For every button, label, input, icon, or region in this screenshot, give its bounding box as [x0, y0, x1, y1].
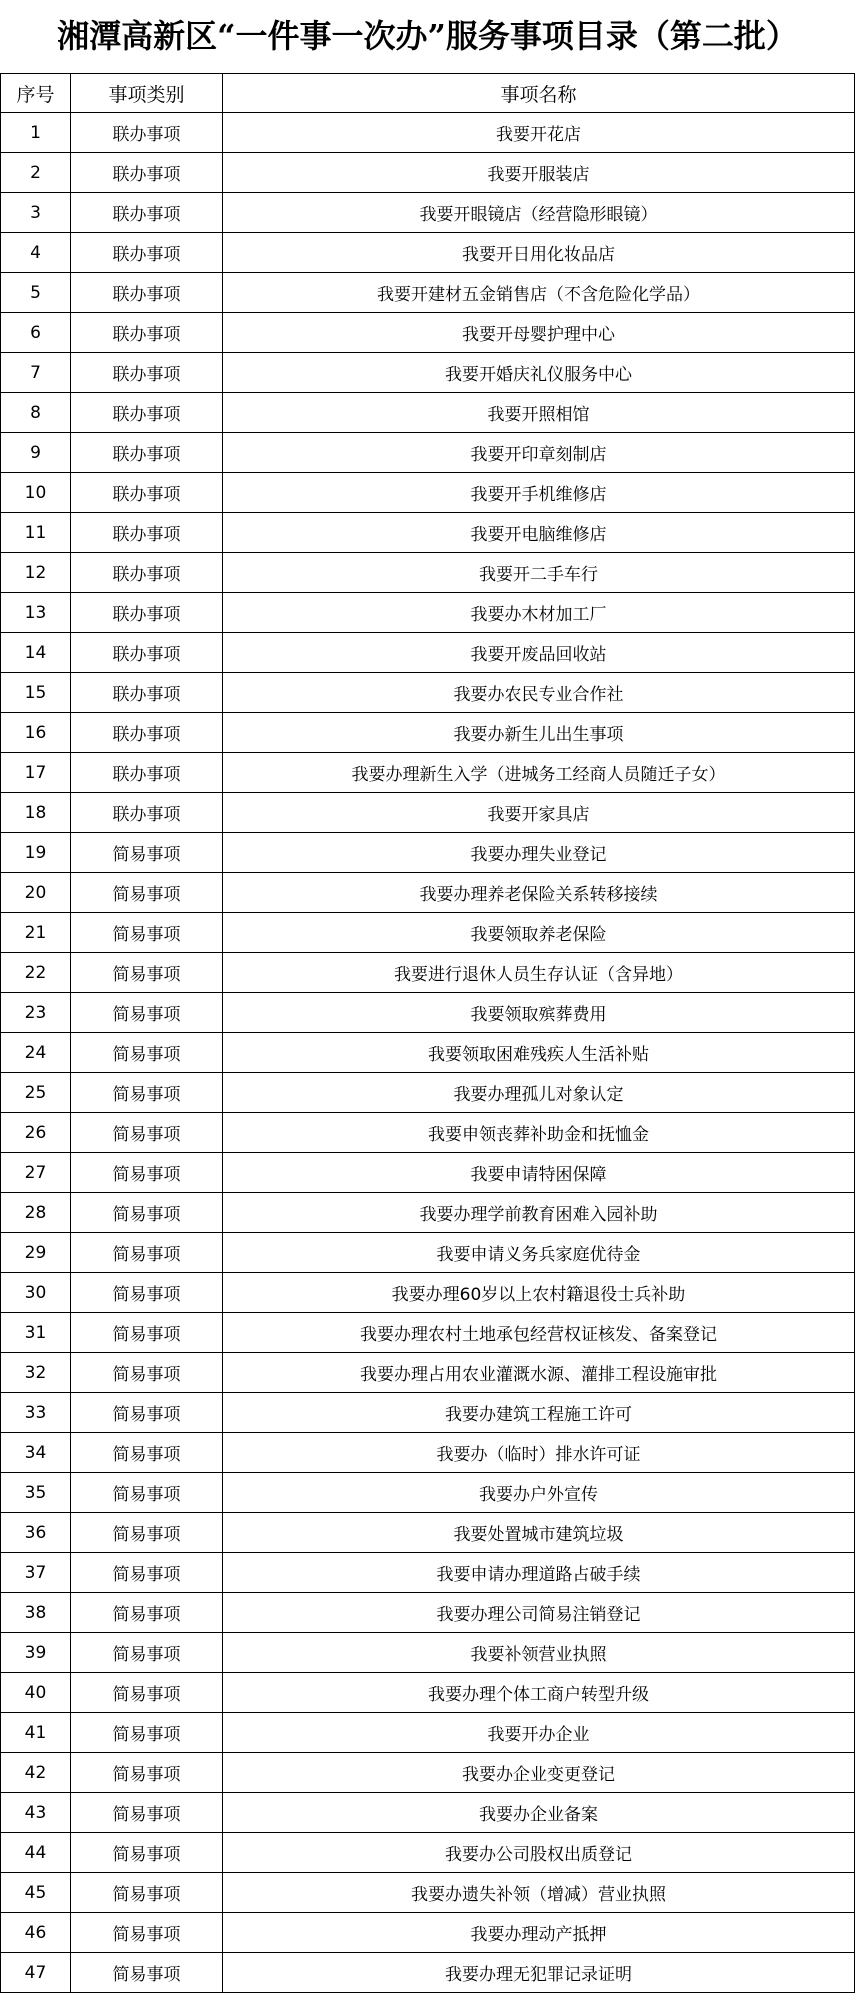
row-number: 11	[1, 513, 71, 553]
row-item-name: 我要开建材五金销售店（不含危险化学品）	[223, 273, 855, 313]
row-item-name: 我要申请特困保障	[223, 1153, 855, 1193]
row-category: 联办事项	[71, 633, 223, 673]
row-item-name: 我要办理动产抵押	[223, 1913, 855, 1953]
row-item-name: 我要办企业变更登记	[223, 1753, 855, 1793]
row-item-name: 我要办理农村土地承包经营权证核发、备案登记	[223, 1313, 855, 1353]
table-row	[1, 593, 855, 633]
table-row	[1, 313, 855, 353]
header-number: 序号	[1, 74, 71, 113]
row-category: 联办事项	[71, 793, 223, 833]
row-item-name: 我要开家具店	[223, 793, 855, 833]
table-row	[1, 993, 855, 1033]
row-category: 联办事项	[71, 353, 223, 393]
row-category: 简易事项	[71, 1113, 223, 1153]
row-item-name: 我要开二手车行	[223, 553, 855, 593]
row-number: 42	[1, 1753, 71, 1793]
table-row	[1, 1473, 855, 1513]
row-category: 联办事项	[71, 273, 223, 313]
row-item-name: 我要开电脑维修店	[223, 513, 855, 553]
table-row	[1, 1033, 855, 1073]
table-row	[1, 1393, 855, 1433]
row-item-name: 我要开手机维修店	[223, 473, 855, 513]
row-item-name: 我要办建筑工程施工许可	[223, 1393, 855, 1433]
row-category: 简易事项	[71, 1513, 223, 1553]
table-row	[1, 553, 855, 593]
row-number: 19	[1, 833, 71, 873]
row-category: 简易事项	[71, 873, 223, 913]
row-item-name: 我要开母婴护理中心	[223, 313, 855, 353]
row-number: 23	[1, 993, 71, 1033]
row-number: 24	[1, 1033, 71, 1073]
row-number: 27	[1, 1153, 71, 1193]
row-item-name: 我要申领丧葬补助金和抚恤金	[223, 1113, 855, 1153]
row-item-name: 我要办农民专业合作社	[223, 673, 855, 713]
row-category: 联办事项	[71, 193, 223, 233]
row-number: 36	[1, 1513, 71, 1553]
row-category: 简易事项	[71, 1433, 223, 1473]
row-number: 30	[1, 1273, 71, 1313]
row-item-name: 我要申请义务兵家庭优待金	[223, 1233, 855, 1273]
row-item-name: 我要办遗失补领（增减）营业执照	[223, 1873, 855, 1913]
row-category: 简易事项	[71, 1593, 223, 1633]
row-item-name: 我要开眼镜店（经营隐形眼镜）	[223, 193, 855, 233]
row-number: 4	[1, 233, 71, 273]
table-row	[1, 233, 855, 273]
row-category: 简易事项	[71, 1633, 223, 1673]
row-number: 1	[1, 113, 71, 153]
table-row	[1, 513, 855, 553]
row-item-name: 我要开花店	[223, 113, 855, 153]
row-number: 34	[1, 1433, 71, 1473]
table-row	[1, 1913, 855, 1953]
row-number: 46	[1, 1913, 71, 1953]
row-category: 联办事项	[71, 313, 223, 353]
row-category: 简易事项	[71, 1353, 223, 1393]
row-number: 9	[1, 433, 71, 473]
table-row	[1, 1873, 855, 1913]
header-row	[1, 74, 855, 113]
table-row	[1, 1113, 855, 1153]
table-row	[1, 1153, 855, 1193]
table-row	[1, 873, 855, 913]
row-number: 20	[1, 873, 71, 913]
row-item-name: 我要办理学前教育困难入园补助	[223, 1193, 855, 1233]
row-number: 39	[1, 1633, 71, 1673]
row-number: 47	[1, 1953, 71, 1993]
row-category: 联办事项	[71, 553, 223, 593]
table-row	[1, 1553, 855, 1593]
table-row	[1, 1073, 855, 1113]
row-number: 14	[1, 633, 71, 673]
row-item-name: 我要开婚庆礼仪服务中心	[223, 353, 855, 393]
row-category: 简易事项	[71, 1553, 223, 1593]
row-category: 简易事项	[71, 1953, 223, 1993]
row-number: 44	[1, 1833, 71, 1873]
row-number: 37	[1, 1553, 71, 1593]
row-category: 简易事项	[71, 1233, 223, 1273]
row-number: 31	[1, 1313, 71, 1353]
row-number: 21	[1, 913, 71, 953]
row-category: 简易事项	[71, 1153, 223, 1193]
row-category: 简易事项	[71, 1753, 223, 1793]
row-category: 简易事项	[71, 993, 223, 1033]
table-row	[1, 193, 855, 233]
row-item-name: 我要办理占用农业灌溉水源、灌排工程设施审批	[223, 1353, 855, 1393]
row-item-name: 我要办户外宣传	[223, 1473, 855, 1513]
table-row	[1, 1833, 855, 1873]
row-item-name: 我要办理60岁以上农村籍退役士兵补助	[223, 1273, 855, 1313]
row-category: 联办事项	[71, 113, 223, 153]
table-row	[1, 793, 855, 833]
row-category: 联办事项	[71, 673, 223, 713]
row-category: 简易事项	[71, 1833, 223, 1873]
table-row	[1, 273, 855, 313]
row-item-name: 我要开废品回收站	[223, 633, 855, 673]
row-number: 7	[1, 353, 71, 393]
table-row	[1, 633, 855, 673]
row-category: 联办事项	[71, 753, 223, 793]
row-item-name: 我要开服装店	[223, 153, 855, 193]
table-row	[1, 1953, 855, 1993]
row-item-name: 我要办理无犯罪记录证明	[223, 1953, 855, 1993]
row-category: 联办事项	[71, 153, 223, 193]
row-item-name: 我要办（临时）排水许可证	[223, 1433, 855, 1473]
row-number: 35	[1, 1473, 71, 1513]
row-number: 13	[1, 593, 71, 633]
service-catalog-table	[0, 73, 855, 1993]
row-number: 18	[1, 793, 71, 833]
row-item-name: 我要领取困难残疾人生活补贴	[223, 1033, 855, 1073]
row-category: 简易事项	[71, 1393, 223, 1433]
table-row	[1, 753, 855, 793]
table-row	[1, 153, 855, 193]
row-item-name: 我要补领营业执照	[223, 1633, 855, 1673]
row-number: 17	[1, 753, 71, 793]
row-number: 40	[1, 1673, 71, 1713]
table-row	[1, 1673, 855, 1713]
row-item-name: 我要办理新生入学（进城务工经商人员随迁子女）	[223, 753, 855, 793]
row-number: 2	[1, 153, 71, 193]
table-row	[1, 473, 855, 513]
row-category: 联办事项	[71, 593, 223, 633]
table-row	[1, 1513, 855, 1553]
row-item-name: 我要处置城市建筑垃圾	[223, 1513, 855, 1553]
row-item-name: 我要办理失业登记	[223, 833, 855, 873]
row-item-name: 我要领取养老保险	[223, 913, 855, 953]
row-item-name: 我要领取殡葬费用	[223, 993, 855, 1033]
table-row	[1, 1593, 855, 1633]
document-title: 湘潭高新区“一件事一次办”服务事项目录（第二批）	[57, 17, 798, 55]
row-number: 26	[1, 1113, 71, 1153]
row-item-name: 我要开日用化妆品店	[223, 233, 855, 273]
row-category: 简易事项	[71, 913, 223, 953]
row-category: 简易事项	[71, 1673, 223, 1713]
row-category: 联办事项	[71, 433, 223, 473]
table-row	[1, 913, 855, 953]
row-category: 简易事项	[71, 1473, 223, 1513]
row-item-name: 我要开印章刻制店	[223, 433, 855, 473]
header-item-name: 事项名称	[223, 74, 855, 113]
row-category: 简易事项	[71, 1313, 223, 1353]
row-item-name: 我要办新生儿出生事项	[223, 713, 855, 753]
row-number: 3	[1, 193, 71, 233]
row-number: 15	[1, 673, 71, 713]
table-row	[1, 833, 855, 873]
row-item-name: 我要办理个体工商户转型升级	[223, 1673, 855, 1713]
header-category: 事项类别	[71, 74, 223, 113]
row-number: 8	[1, 393, 71, 433]
row-category: 联办事项	[71, 713, 223, 753]
row-item-name: 我要办公司股权出质登记	[223, 1833, 855, 1873]
row-category: 联办事项	[71, 513, 223, 553]
row-category: 简易事项	[71, 1713, 223, 1753]
row-number: 22	[1, 953, 71, 993]
row-item-name: 我要开办企业	[223, 1713, 855, 1753]
row-item-name: 我要办企业备案	[223, 1793, 855, 1833]
row-number: 6	[1, 313, 71, 353]
row-category: 简易事项	[71, 1793, 223, 1833]
row-number: 10	[1, 473, 71, 513]
row-item-name: 我要办木材加工厂	[223, 593, 855, 633]
table-header	[1, 74, 855, 113]
row-category: 简易事项	[71, 1873, 223, 1913]
row-category: 简易事项	[71, 833, 223, 873]
row-category: 简易事项	[71, 1033, 223, 1073]
row-category: 简易事项	[71, 1273, 223, 1313]
row-number: 12	[1, 553, 71, 593]
table-row	[1, 393, 855, 433]
row-number: 38	[1, 1593, 71, 1633]
row-item-name: 我要办理养老保险关系转移接续	[223, 873, 855, 913]
row-item-name: 我要开照相馆	[223, 393, 855, 433]
row-item-name: 我要办理孤儿对象认定	[223, 1073, 855, 1113]
row-category: 简易事项	[71, 953, 223, 993]
table-row	[1, 1713, 855, 1753]
row-category: 联办事项	[71, 393, 223, 433]
table-row	[1, 713, 855, 753]
table-row	[1, 1193, 855, 1233]
table-row	[1, 1273, 855, 1313]
row-category: 联办事项	[71, 473, 223, 513]
table-row	[1, 433, 855, 473]
row-category: 简易事项	[71, 1913, 223, 1953]
table-row	[1, 953, 855, 993]
table-row	[1, 673, 855, 713]
row-number: 45	[1, 1873, 71, 1913]
row-item-name: 我要申请办理道路占破手续	[223, 1553, 855, 1593]
row-number: 25	[1, 1073, 71, 1113]
row-category: 简易事项	[71, 1073, 223, 1113]
table-row	[1, 1313, 855, 1353]
table-row	[1, 1233, 855, 1273]
row-number: 43	[1, 1793, 71, 1833]
row-category: 简易事项	[71, 1193, 223, 1233]
row-number: 5	[1, 273, 71, 313]
table-row	[1, 353, 855, 393]
table-row	[1, 1753, 855, 1793]
row-number: 33	[1, 1393, 71, 1433]
row-number: 41	[1, 1713, 71, 1753]
row-number: 32	[1, 1353, 71, 1393]
table-body	[1, 113, 855, 1993]
table-row	[1, 1353, 855, 1393]
row-item-name: 我要办理公司简易注销登记	[223, 1593, 855, 1633]
table-row	[1, 1793, 855, 1833]
table-row	[1, 1433, 855, 1473]
row-number: 29	[1, 1233, 71, 1273]
row-number: 28	[1, 1193, 71, 1233]
table-row	[1, 1633, 855, 1673]
row-category: 联办事项	[71, 233, 223, 273]
table-row	[1, 113, 855, 153]
row-item-name: 我要进行退休人员生存认证（含异地）	[223, 953, 855, 993]
row-number: 16	[1, 713, 71, 753]
